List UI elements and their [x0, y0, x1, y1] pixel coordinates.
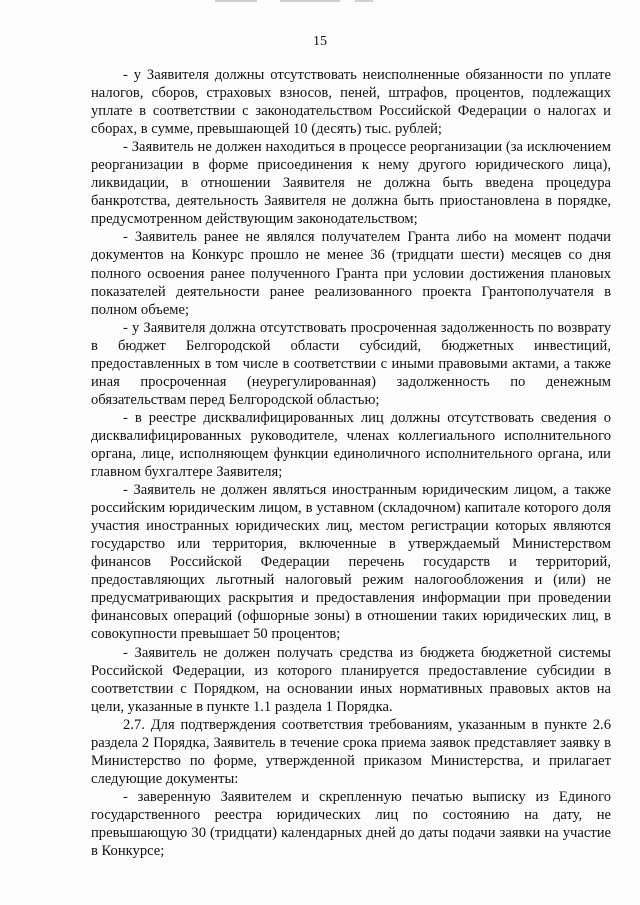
page-number: 15 — [313, 34, 327, 49]
paragraph: - заверенную Заявителем и скрепленную печатью выписку из Единого государственного реестра юридических лиц по состоянию на дату, не превышающую 30 (тридцати) календарных дней до даты подачи заявки на участие в Конкурсе; — [91, 788, 611, 860]
scan-edge-mark — [215, 0, 257, 2]
paragraph: - Заявитель ранее не являлся получателем Гранта либо на момент подачи документов на Конкурс прошло не менее 36 (тридцати шести) месяцев со дня полного освоения ранее полученного Гранта при условии достижения плановых показателей деятельности ранее реализованного проекта Грантополучателя в полном объеме; — [91, 229, 611, 318]
paragraph: - Заявитель не должен получать средства из бюджета бюджетной системы Российской Федерации, из которого планируется предоставление субсидии в соответствии с Порядком, на основании иных нормативных правовых актов на цели, указанные в пункте 1.1 раздела 1 Порядка. — [91, 644, 611, 715]
paragraph: - в реестре дисквалифицированных лиц должны отсутствовать сведения о дисквалифицированных руководителе, членах коллегиального исполнительного органа, лице, исполняющем функции единоличного исполнительного органа, или главном бухгалтере Заявителя; — [91, 409, 611, 481]
paragraph: - у Заявителя должны отсутствовать неисполненные обязанности по уплате налогов, сборов, страховых взносов, пеней, штрафов, процентов, подлежащих уплате в соответствии с законодательством Российской Федерации о налогах и сборах, в сумме, превышающей 10 (десять) тыс. рублей; — [91, 67, 611, 138]
scan-edge-mark — [355, 0, 373, 2]
paragraph: - Заявитель не должен находиться в процессе реорганизации (за исключением реорганизации в форме присоединения к нему другого юридического лица), ликвидации, в отношении Заявителя не должна быть введена процедура банкротства, деятельность Заявителя не должна быть приостановлена в порядке, предусмотренном действующим законодательством; — [91, 139, 611, 228]
paragraph: - Заявитель не должен являться иностранным юридическим лицом, а также российским юридическим лицом, в уставном (складочном) капитале которого доля участия иностранных юридических лиц, местом регистрации которых являются государство или территория, включенные в утверждаемый Министерством финансов Российской Федерации перечень государств и территорий, предоставляющих льготный налоговый режим налогообложения и (или) не предусматривающих раскрытия и предоставления информации при проведении финансовых операций (офшорные зоны) в отношении таких юридических лиц, в совокупности превышает 50 процентов; — [91, 482, 611, 643]
document-body — [91, 66, 611, 860]
paragraph: - у Заявителя должна отсутствовать просроченная задолженность по возврату в бюджет Белгородской области субсидий, бюджетных инвестиций, предоставленных в том числе в соответствии с иными правовыми актами, а также иная просроченная (неурегулированная) задолженность по денежным обязательствам перед Белгородской областью; — [91, 319, 611, 408]
paragraph: 2.7. Для подтверждения соответствия требованиям, указанным в пункте 2.6 раздела 2 Порядка, Заявитель в течение срока приема заявок представляет заявку в Министерство по форме, утвержденной приказом Министерства, и прилагает следующие документы: — [91, 716, 611, 787]
scan-edge-mark — [280, 0, 340, 2]
